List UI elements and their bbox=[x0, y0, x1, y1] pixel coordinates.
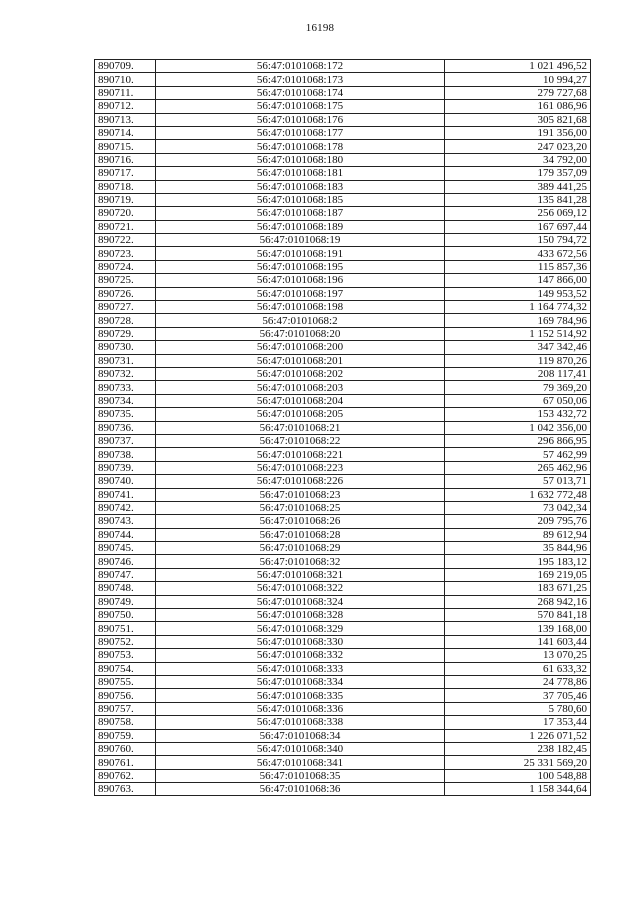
cadastral-number-cell: 56:47:0101068:176 bbox=[156, 113, 445, 126]
cadastral-value-cell: 247 023,20 bbox=[445, 140, 591, 153]
table-row bbox=[95, 274, 591, 287]
table-row bbox=[95, 86, 591, 99]
row-number-cell: 890710. bbox=[95, 73, 156, 86]
cadastral-value-cell: 1 152 514,92 bbox=[445, 327, 591, 340]
table-row bbox=[95, 220, 591, 233]
cadastral-number-cell: 56:47:0101068:191 bbox=[156, 247, 445, 260]
table-row bbox=[95, 207, 591, 220]
cadastral-number-cell: 56:47:0101068:173 bbox=[156, 73, 445, 86]
table-row bbox=[95, 367, 591, 380]
table-row bbox=[95, 180, 591, 193]
row-number-cell: 890763. bbox=[95, 783, 156, 796]
cadastral-value-cell: 433 672,56 bbox=[445, 247, 591, 260]
table-row bbox=[95, 742, 591, 755]
cadastral-number-cell: 56:47:0101068:20 bbox=[156, 327, 445, 340]
cadastral-number-cell: 56:47:0101068:200 bbox=[156, 341, 445, 354]
cadastral-number-cell: 56:47:0101068:28 bbox=[156, 528, 445, 541]
row-number-cell: 890747. bbox=[95, 568, 156, 581]
table-row bbox=[95, 609, 591, 622]
table-row bbox=[95, 100, 591, 113]
cadastral-number-cell: 56:47:0101068:226 bbox=[156, 475, 445, 488]
table-row bbox=[95, 595, 591, 608]
table-row bbox=[95, 314, 591, 327]
cadastral-number-cell: 56:47:0101068:178 bbox=[156, 140, 445, 153]
row-number-cell: 890751. bbox=[95, 622, 156, 635]
table-row bbox=[95, 475, 591, 488]
table-row bbox=[95, 635, 591, 648]
row-number-cell: 890761. bbox=[95, 756, 156, 769]
table-row bbox=[95, 729, 591, 742]
table-row bbox=[95, 555, 591, 568]
cadastral-number-cell: 56:47:0101068:340 bbox=[156, 742, 445, 755]
row-number-cell: 890714. bbox=[95, 126, 156, 139]
row-number-cell: 890730. bbox=[95, 341, 156, 354]
table-row bbox=[95, 515, 591, 528]
row-number-cell: 890748. bbox=[95, 582, 156, 595]
cadastral-value-cell: 135 841,28 bbox=[445, 193, 591, 206]
table-row bbox=[95, 140, 591, 153]
row-number-cell: 890740. bbox=[95, 475, 156, 488]
row-number-cell: 890709. bbox=[95, 60, 156, 73]
cadastral-number-cell: 56:47:0101068:328 bbox=[156, 609, 445, 622]
cadastral-value-cell: 191 356,00 bbox=[445, 126, 591, 139]
cadastral-number-cell: 56:47:0101068:201 bbox=[156, 354, 445, 367]
cadastral-value-cell: 570 841,18 bbox=[445, 609, 591, 622]
row-number-cell: 890729. bbox=[95, 327, 156, 340]
row-number-cell: 890749. bbox=[95, 595, 156, 608]
table-row bbox=[95, 394, 591, 407]
cadastral-number-cell: 56:47:0101068:338 bbox=[156, 716, 445, 729]
cadastral-value-cell: 161 086,96 bbox=[445, 100, 591, 113]
cadastral-number-cell: 56:47:0101068:223 bbox=[156, 461, 445, 474]
cadastral-number-cell: 56:47:0101068:19 bbox=[156, 234, 445, 247]
table-row bbox=[95, 702, 591, 715]
cadastral-number-cell: 56:47:0101068:341 bbox=[156, 756, 445, 769]
cadastral-value-cell: 150 794,72 bbox=[445, 234, 591, 247]
cadastral-number-cell: 56:47:0101068:25 bbox=[156, 501, 445, 514]
row-number-cell: 890713. bbox=[95, 113, 156, 126]
cadastral-value-cell: 268 942,16 bbox=[445, 595, 591, 608]
cadastral-value-cell: 5 780,60 bbox=[445, 702, 591, 715]
cadastral-number-cell: 56:47:0101068:195 bbox=[156, 260, 445, 273]
cadastral-value-cell: 141 603,44 bbox=[445, 635, 591, 648]
cadastral-value-cell: 57 013,71 bbox=[445, 475, 591, 488]
row-number-cell: 890720. bbox=[95, 207, 156, 220]
table-row bbox=[95, 287, 591, 300]
table-row bbox=[95, 126, 591, 139]
cadastral-value-cell: 25 331 569,20 bbox=[445, 756, 591, 769]
cadastral-value-cell: 153 432,72 bbox=[445, 408, 591, 421]
cadastral-number-cell: 56:47:0101068:321 bbox=[156, 568, 445, 581]
cadastral-value-cell: 57 462,99 bbox=[445, 448, 591, 461]
cadastral-number-cell: 56:47:0101068:196 bbox=[156, 274, 445, 287]
row-number-cell: 890750. bbox=[95, 609, 156, 622]
cadastral-value-cell: 67 050,06 bbox=[445, 394, 591, 407]
cadastral-value-cell: 10 994,27 bbox=[445, 73, 591, 86]
cadastral-value-cell: 100 548,88 bbox=[445, 769, 591, 782]
row-number-cell: 890721. bbox=[95, 220, 156, 233]
cadastral-value-cell: 208 117,41 bbox=[445, 367, 591, 380]
table-row bbox=[95, 622, 591, 635]
row-number-cell: 890760. bbox=[95, 742, 156, 755]
cadastral-value-cell: 265 462,96 bbox=[445, 461, 591, 474]
table-row bbox=[95, 341, 591, 354]
cadastral-number-cell: 56:47:0101068:332 bbox=[156, 649, 445, 662]
row-number-cell: 890725. bbox=[95, 274, 156, 287]
row-number-cell: 890731. bbox=[95, 354, 156, 367]
row-number-cell: 890723. bbox=[95, 247, 156, 260]
row-number-cell: 890738. bbox=[95, 448, 156, 461]
cadastral-value-cell: 147 866,00 bbox=[445, 274, 591, 287]
row-number-cell: 890757. bbox=[95, 702, 156, 715]
cadastral-value-cell: 169 219,05 bbox=[445, 568, 591, 581]
cadastral-value-cell: 119 870,26 bbox=[445, 354, 591, 367]
row-number-cell: 890739. bbox=[95, 461, 156, 474]
row-number-cell: 890712. bbox=[95, 100, 156, 113]
cadastral-value-cell: 296 866,95 bbox=[445, 434, 591, 447]
row-number-cell: 890754. bbox=[95, 662, 156, 675]
row-number-cell: 890724. bbox=[95, 260, 156, 273]
cadastral-number-cell: 56:47:0101068:198 bbox=[156, 301, 445, 314]
row-number-cell: 890733. bbox=[95, 381, 156, 394]
cadastral-value-cell: 139 168,00 bbox=[445, 622, 591, 635]
cadastral-value-cell: 1 158 344,64 bbox=[445, 783, 591, 796]
table-row bbox=[95, 60, 591, 73]
cadastral-value-cell: 238 182,45 bbox=[445, 742, 591, 755]
cadastral-value-cell: 389 441,25 bbox=[445, 180, 591, 193]
table-row bbox=[95, 301, 591, 314]
cadastral-number-cell: 56:47:0101068:22 bbox=[156, 434, 445, 447]
cadastral-number-cell: 56:47:0101068:174 bbox=[156, 86, 445, 99]
cadastral-value-cell: 24 778,86 bbox=[445, 675, 591, 688]
row-number-cell: 890722. bbox=[95, 234, 156, 247]
cadastral-value-cell: 17 353,44 bbox=[445, 716, 591, 729]
cadastral-number-cell: 56:47:0101068:26 bbox=[156, 515, 445, 528]
table-row bbox=[95, 327, 591, 340]
table-row bbox=[95, 716, 591, 729]
cadastral-value-cell: 1 042 356,00 bbox=[445, 421, 591, 434]
cadastral-value-cell: 279 727,68 bbox=[445, 86, 591, 99]
table-row bbox=[95, 649, 591, 662]
cadastral-number-cell: 56:47:0101068:2 bbox=[156, 314, 445, 327]
cadastral-number-cell: 56:47:0101068:35 bbox=[156, 769, 445, 782]
row-number-cell: 890737. bbox=[95, 434, 156, 447]
cadastral-value-cell: 195 183,12 bbox=[445, 555, 591, 568]
table-row bbox=[95, 153, 591, 166]
table-row bbox=[95, 193, 591, 206]
cadastral-number-cell: 56:47:0101068:329 bbox=[156, 622, 445, 635]
table-row bbox=[95, 113, 591, 126]
row-number-cell: 890744. bbox=[95, 528, 156, 541]
row-number-cell: 890746. bbox=[95, 555, 156, 568]
cadastral-number-cell: 56:47:0101068:324 bbox=[156, 595, 445, 608]
cadastral-number-cell: 56:47:0101068:34 bbox=[156, 729, 445, 742]
cadastral-number-cell: 56:47:0101068:183 bbox=[156, 180, 445, 193]
cadastral-value-cell: 209 795,76 bbox=[445, 515, 591, 528]
row-number-cell: 890741. bbox=[95, 488, 156, 501]
row-number-cell: 890715. bbox=[95, 140, 156, 153]
cadastral-value-cell: 35 844,96 bbox=[445, 542, 591, 555]
table-row bbox=[95, 783, 591, 796]
table-row bbox=[95, 662, 591, 675]
cadastral-value-cell: 13 070,25 bbox=[445, 649, 591, 662]
cadastral-value-cell: 115 857,36 bbox=[445, 260, 591, 273]
row-number-cell: 890762. bbox=[95, 769, 156, 782]
cadastral-number-cell: 56:47:0101068:177 bbox=[156, 126, 445, 139]
table-row bbox=[95, 769, 591, 782]
cadastral-number-cell: 56:47:0101068:330 bbox=[156, 635, 445, 648]
cadastral-value-cell: 1 021 496,52 bbox=[445, 60, 591, 73]
table-row bbox=[95, 461, 591, 474]
row-number-cell: 890717. bbox=[95, 167, 156, 180]
table-row bbox=[95, 421, 591, 434]
cadastral-value-cell: 347 342,46 bbox=[445, 341, 591, 354]
row-number-cell: 890755. bbox=[95, 675, 156, 688]
cadastral-value-cell: 305 821,68 bbox=[445, 113, 591, 126]
row-number-cell: 890745. bbox=[95, 542, 156, 555]
table-row bbox=[95, 434, 591, 447]
cadastral-number-cell: 56:47:0101068:180 bbox=[156, 153, 445, 166]
table-row bbox=[95, 501, 591, 514]
row-number-cell: 890727. bbox=[95, 301, 156, 314]
cadastral-number-cell: 56:47:0101068:185 bbox=[156, 193, 445, 206]
table-row bbox=[95, 408, 591, 421]
cadastral-value-cell: 169 784,96 bbox=[445, 314, 591, 327]
table-row bbox=[95, 260, 591, 273]
table-row bbox=[95, 247, 591, 260]
table-row bbox=[95, 568, 591, 581]
row-number-cell: 890742. bbox=[95, 501, 156, 514]
cadastral-value-cell: 1 164 774,32 bbox=[445, 301, 591, 314]
cadastral-value-cell: 1 632 772,48 bbox=[445, 488, 591, 501]
table-row bbox=[95, 381, 591, 394]
cadastral-value-cell: 1 226 071,52 bbox=[445, 729, 591, 742]
row-number-cell: 890743. bbox=[95, 515, 156, 528]
row-number-cell: 890728. bbox=[95, 314, 156, 327]
row-number-cell: 890752. bbox=[95, 635, 156, 648]
cadastral-value-cell: 149 953,52 bbox=[445, 287, 591, 300]
row-number-cell: 890732. bbox=[95, 367, 156, 380]
cadastral-number-cell: 56:47:0101068:36 bbox=[156, 783, 445, 796]
row-number-cell: 890758. bbox=[95, 716, 156, 729]
table-row bbox=[95, 234, 591, 247]
cadastral-number-cell: 56:47:0101068:333 bbox=[156, 662, 445, 675]
page-number: 16198 bbox=[305, 22, 335, 34]
table-row bbox=[95, 488, 591, 501]
table-row bbox=[95, 582, 591, 595]
cadastral-value-cell: 79 369,20 bbox=[445, 381, 591, 394]
cadastral-number-cell: 56:47:0101068:189 bbox=[156, 220, 445, 233]
table-row bbox=[95, 73, 591, 86]
table-row bbox=[95, 756, 591, 769]
cadastral-value-cell: 37 705,46 bbox=[445, 689, 591, 702]
cadastral-number-cell: 56:47:0101068:32 bbox=[156, 555, 445, 568]
table-row bbox=[95, 689, 591, 702]
row-number-cell: 890753. bbox=[95, 649, 156, 662]
row-number-cell: 890726. bbox=[95, 287, 156, 300]
cadastral-value-cell: 256 069,12 bbox=[445, 207, 591, 220]
cadastral-number-cell: 56:47:0101068:221 bbox=[156, 448, 445, 461]
row-number-cell: 890718. bbox=[95, 180, 156, 193]
cadastral-value-cell: 34 792,00 bbox=[445, 153, 591, 166]
cadastral-number-cell: 56:47:0101068:187 bbox=[156, 207, 445, 220]
row-number-cell: 890719. bbox=[95, 193, 156, 206]
row-number-cell: 890716. bbox=[95, 153, 156, 166]
cadastral-value-cell: 179 357,09 bbox=[445, 167, 591, 180]
table-row bbox=[95, 167, 591, 180]
row-number-cell: 890735. bbox=[95, 408, 156, 421]
cadastral-number-cell: 56:47:0101068:202 bbox=[156, 367, 445, 380]
cadastral-number-cell: 56:47:0101068:203 bbox=[156, 381, 445, 394]
cadastral-value-cell: 89 612,94 bbox=[445, 528, 591, 541]
cadastral-number-cell: 56:47:0101068:335 bbox=[156, 689, 445, 702]
cadastral-number-cell: 56:47:0101068:172 bbox=[156, 60, 445, 73]
cadastral-value-table bbox=[94, 59, 591, 796]
cadastral-value-cell: 61 633,32 bbox=[445, 662, 591, 675]
cadastral-number-cell: 56:47:0101068:181 bbox=[156, 167, 445, 180]
cadastral-number-cell: 56:47:0101068:334 bbox=[156, 675, 445, 688]
table-row bbox=[95, 675, 591, 688]
cadastral-number-cell: 56:47:0101068:29 bbox=[156, 542, 445, 555]
cadastral-number-cell: 56:47:0101068:21 bbox=[156, 421, 445, 434]
row-number-cell: 890736. bbox=[95, 421, 156, 434]
cadastral-value-cell: 183 671,25 bbox=[445, 582, 591, 595]
row-number-cell: 890734. bbox=[95, 394, 156, 407]
cadastral-number-cell: 56:47:0101068:322 bbox=[156, 582, 445, 595]
row-number-cell: 890756. bbox=[95, 689, 156, 702]
cadastral-number-cell: 56:47:0101068:197 bbox=[156, 287, 445, 300]
table-row bbox=[95, 448, 591, 461]
table-row bbox=[95, 354, 591, 367]
cadastral-number-cell: 56:47:0101068:23 bbox=[156, 488, 445, 501]
row-number-cell: 890711. bbox=[95, 86, 156, 99]
cadastral-number-cell: 56:47:0101068:205 bbox=[156, 408, 445, 421]
row-number-cell: 890759. bbox=[95, 729, 156, 742]
table-row bbox=[95, 542, 591, 555]
table-body bbox=[95, 60, 591, 796]
table-row bbox=[95, 528, 591, 541]
cadastral-value-cell: 167 697,44 bbox=[445, 220, 591, 233]
cadastral-number-cell: 56:47:0101068:336 bbox=[156, 702, 445, 715]
cadastral-number-cell: 56:47:0101068:175 bbox=[156, 100, 445, 113]
cadastral-value-cell: 73 042,34 bbox=[445, 501, 591, 514]
cadastral-number-cell: 56:47:0101068:204 bbox=[156, 394, 445, 407]
